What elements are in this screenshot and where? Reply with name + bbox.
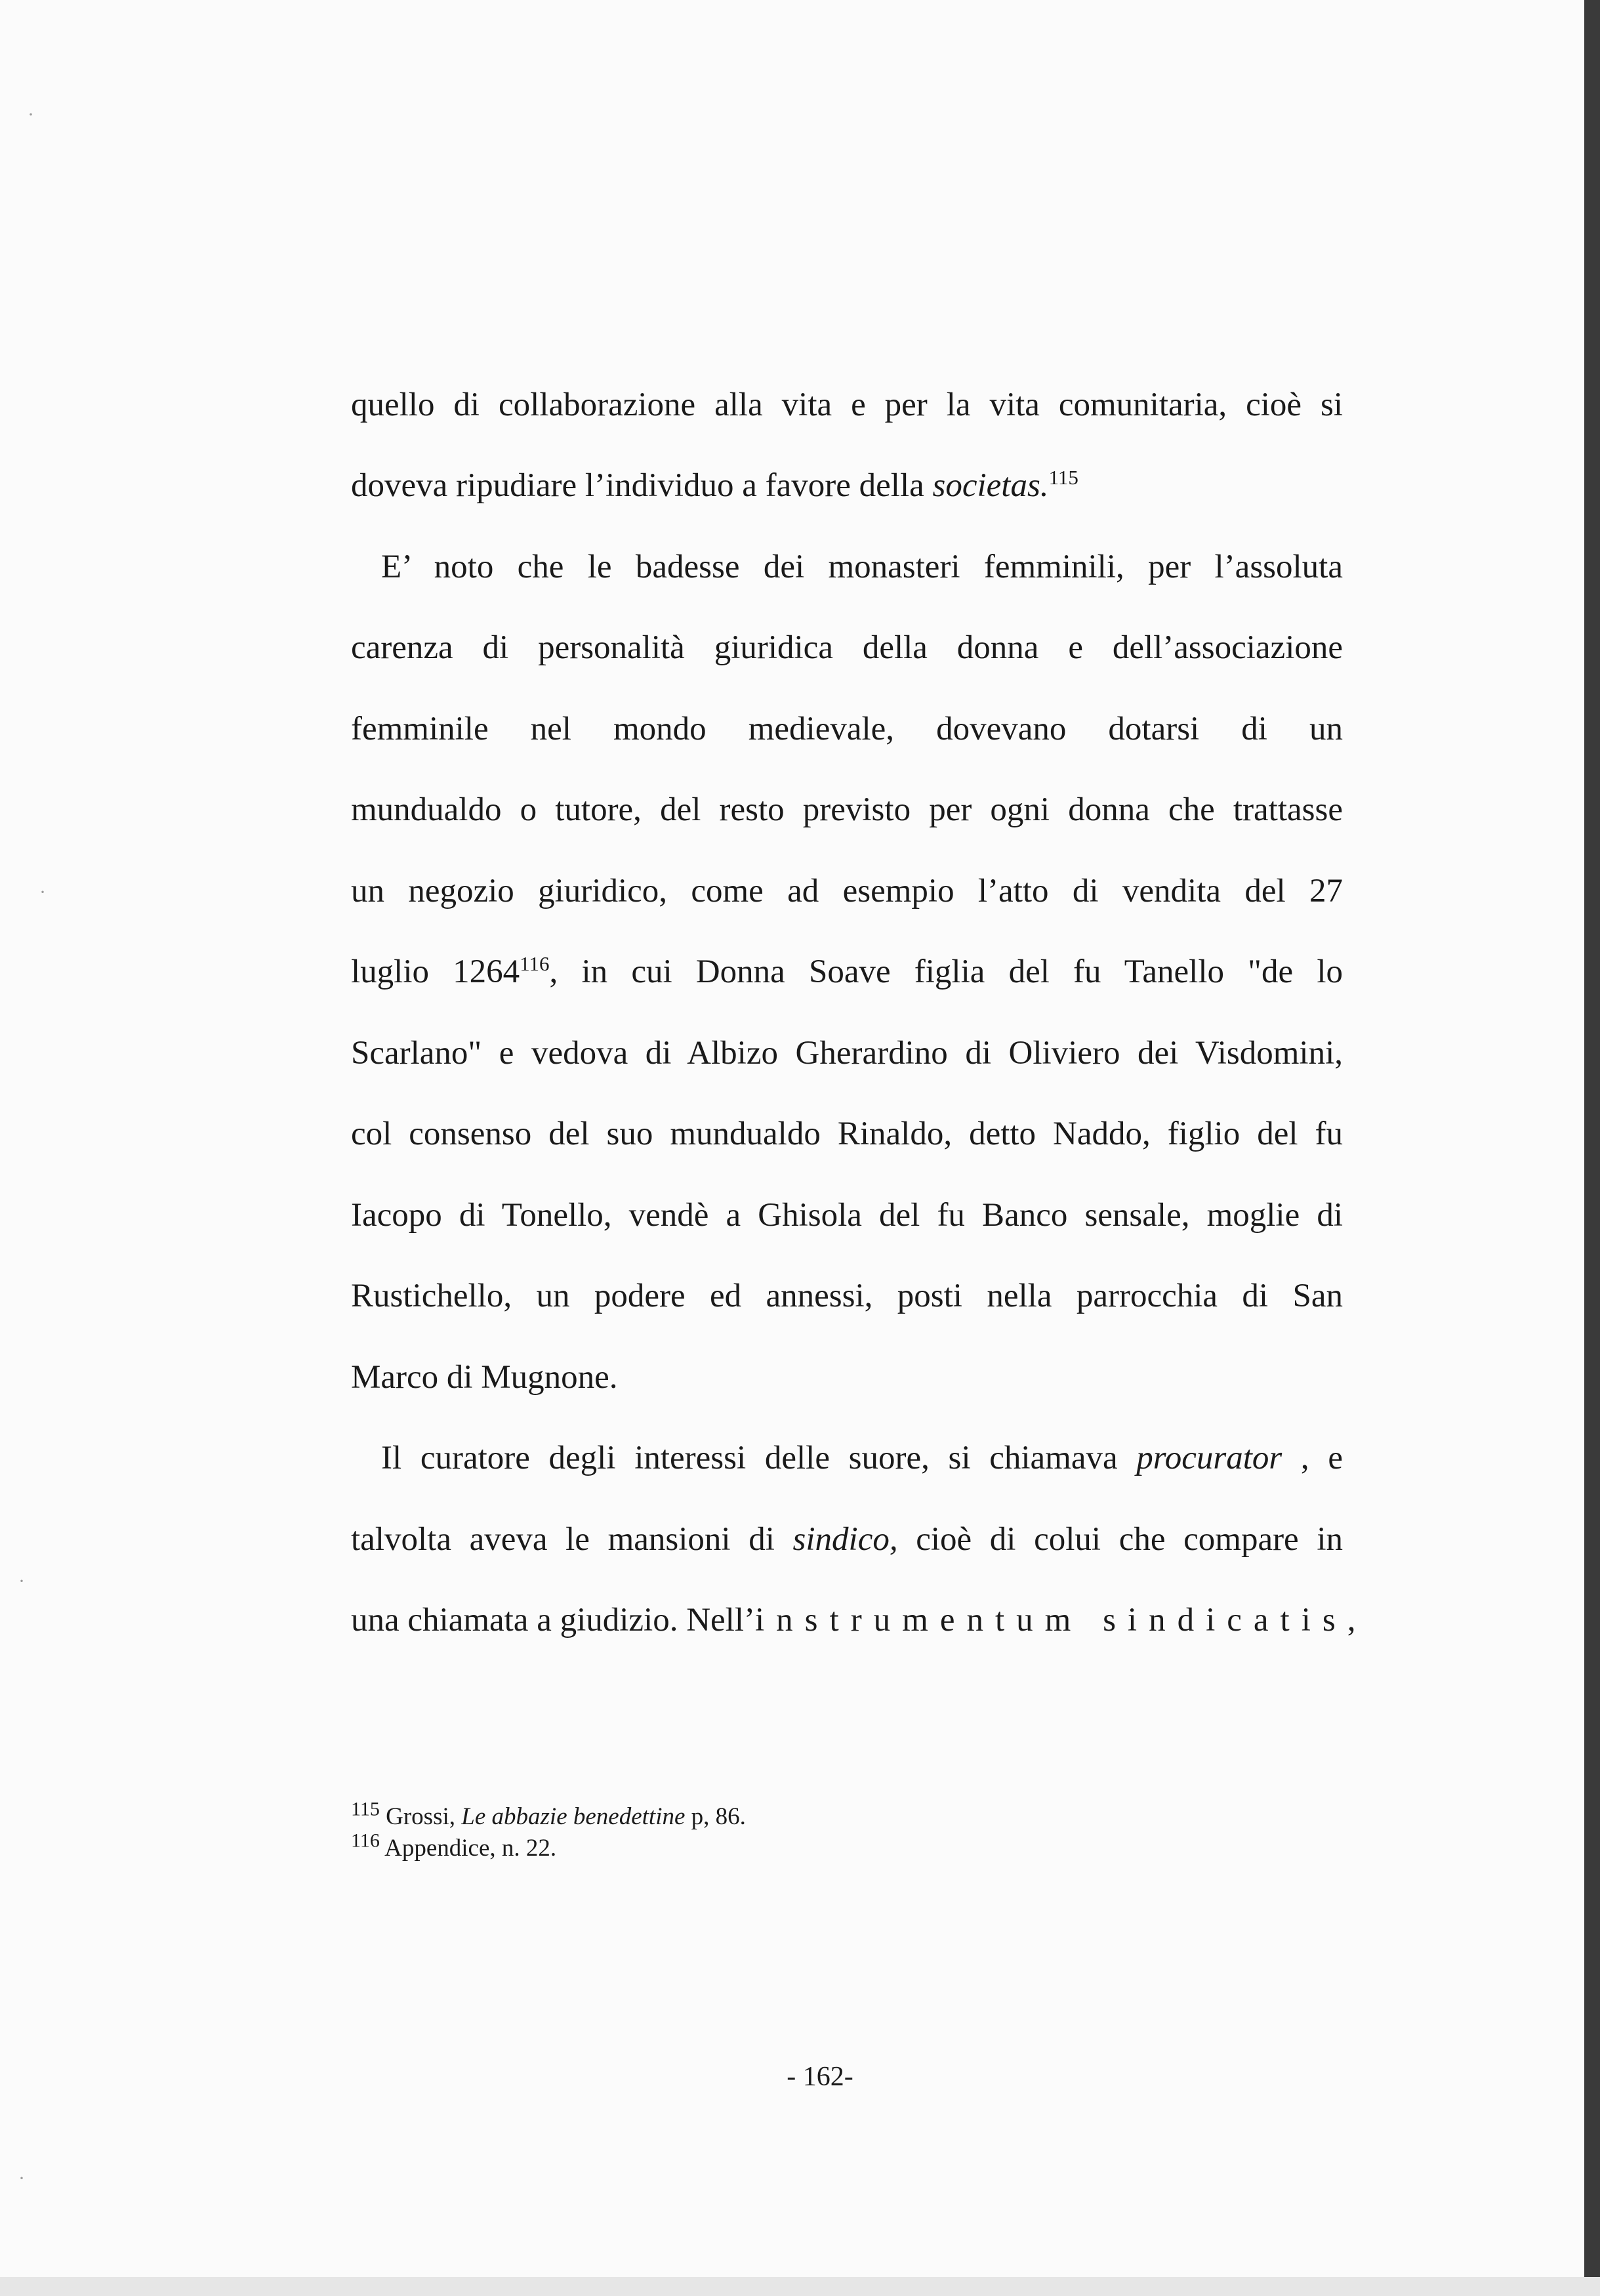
text-line: Il curatore degli interessi delle suore, si chiamava procurator , e — [381, 1440, 1343, 1476]
text-line: talvolta aveva le mansioni di sindico, cioè di colui che compare in — [351, 1521, 1344, 1558]
footnote-number: 115 — [351, 1798, 380, 1820]
scan-mark-top: · — [28, 104, 34, 125]
text-line: doveva ripudiare l’individuo a favore della societas.$^{115}$ — [351, 466, 1078, 504]
text-line: Scarlano" e vedova di Albizo Gherardino di Oliviero dei Visdomini, — [351, 1035, 1343, 1072]
text-line: col consenso del suo mundualdo Rinaldo, detto Naddo, figlio del fu — [351, 1116, 1343, 1152]
scan-edge-bottom — [0, 2277, 1600, 2296]
scan-mark-lower: · — [18, 1570, 25, 1592]
footnote-number: 116 — [351, 1829, 380, 1852]
footnote-ref: 115 — [1048, 466, 1078, 489]
page-number: - 162- — [787, 2062, 853, 2092]
italic-term: societas. — [932, 467, 1049, 504]
text-line: una chiamata a giudizio. Nell’instrumentum sindicatis, — [351, 1602, 1368, 1639]
footnote: $^{115}$ Grossi, Le abbazie benedettine p, 86. — [351, 1798, 746, 1830]
text-line: quello di collaborazione alla vita e per la vita comunitaria, cioè si — [351, 386, 1343, 423]
text-line: luglio 1264$^{116}$, in cui Donna Soave figlia del fu Tanello "de lo — [351, 952, 1343, 990]
italic-term: sindico, — [792, 1521, 898, 1558]
scan-mark-middle: · — [39, 881, 46, 903]
text-line: carenza di personalità giuridica della donna e dell’associazione — [351, 629, 1343, 666]
italic-title: Le abbazie benedettine — [461, 1803, 686, 1830]
text-line: Iacopo di Tonello, vendè a Ghisola del fu Banco sensale, moglie di — [351, 1197, 1343, 1234]
scan-mark-bottom: · — [18, 2167, 25, 2189]
text-line: E’ noto che le badesse dei monasteri femminili, per l’assoluta — [381, 549, 1343, 585]
scan-edge-right — [1584, 0, 1600, 2296]
text-line: un negozio giuridico, come ad esempio l’atto di vendita del 27 — [351, 873, 1343, 909]
footnote: $^{116}$ Appendice, n. 22. — [351, 1829, 557, 1862]
text-line: mundualdo o tutore, del resto previsto per ogni donna che trattasse — [351, 791, 1343, 828]
text-line: Rustichello, un podere ed annessi, posti nella parrocchia di San — [351, 1278, 1343, 1314]
spaced-term: instrumentum sindicatis, — [755, 1602, 1368, 1639]
text-line: femminile nel mondo medievale, dovevano dotarsi di un — [351, 711, 1343, 747]
footnote-ref: 116 — [520, 952, 550, 975]
italic-term: procurator — [1136, 1440, 1282, 1476]
text-line: Marco di Mugnone. — [351, 1359, 618, 1396]
footnotes — [351, 1798, 1138, 1864]
